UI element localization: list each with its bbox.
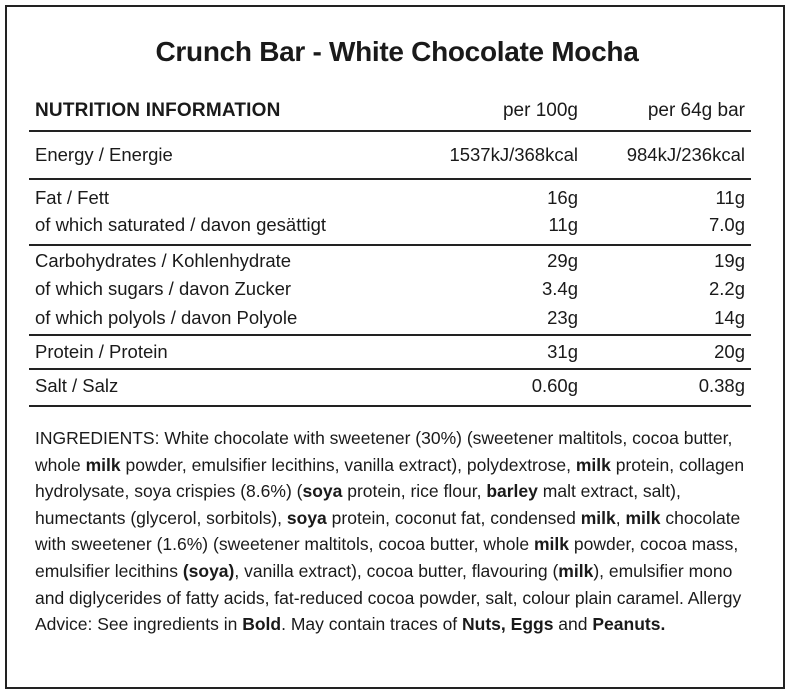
ingredient-allergen: milk bbox=[580, 507, 616, 528]
ingredient-allergen: Bold bbox=[242, 614, 282, 635]
nutrient-name: Salt / Salz bbox=[35, 375, 119, 396]
table-row bbox=[35, 185, 745, 211]
ingredient-text: . May contain traces of bbox=[281, 614, 463, 635]
nutrient-name: Carbohydrates / Kohlenhydrate bbox=[35, 250, 292, 271]
ingredient-allergen: milk bbox=[625, 507, 661, 528]
table-divider bbox=[29, 130, 751, 132]
nutrient-name: of which sugars / davon Zucker bbox=[35, 278, 292, 299]
table-row bbox=[35, 142, 745, 168]
table-row bbox=[35, 373, 745, 399]
nutrient-per100: 11g bbox=[548, 214, 578, 235]
nutrient-per100: 1537kJ/368kcal bbox=[449, 144, 578, 165]
ingredients-text bbox=[35, 425, 751, 638]
ingredient-allergen: barley bbox=[486, 481, 538, 502]
nutrient-per100: 16g bbox=[547, 187, 578, 208]
ingredient-text: protein, collagen hydrolysate, soya crispies (8.6%) ( bbox=[35, 454, 745, 502]
ingredient-text: protein, coconut fat, condensed bbox=[326, 507, 581, 528]
nutrient-name: Fat / Fett bbox=[35, 187, 110, 208]
nutrient-perbar: 7.0g bbox=[708, 214, 745, 235]
ingredient-text: ), emulsifier mono and diglycerides of fatty acids, fat-reduced cocoa powder, salt, colour plain caramel. Allergy Advice: See ingredients in bbox=[35, 560, 742, 635]
table-bottom-rule bbox=[29, 405, 751, 407]
ingredient-allergen: milk bbox=[85, 454, 121, 475]
nutrient-name: of which polyols / davon Polyole bbox=[35, 307, 298, 328]
nutrient-name: of which saturated / davon gesättigt bbox=[35, 214, 327, 235]
ingredient-text: malt extract, salt), humectants (glycerol, sorbitols), bbox=[35, 481, 681, 528]
ingredient-allergen: milk bbox=[575, 454, 611, 475]
table-divider bbox=[29, 334, 751, 336]
table-divider bbox=[29, 244, 751, 246]
ingredient-text: powder, emulsifier lecithins, vanilla extract), polydextrose, bbox=[120, 454, 576, 475]
nutrient-perbar: 984kJ/236kcal bbox=[626, 144, 745, 165]
ingredient-text: powder, cocoa mass, emulsifier lecithins bbox=[35, 534, 739, 581]
nutrient-per100: 23g bbox=[547, 307, 578, 328]
table-divider bbox=[29, 368, 751, 370]
ingredient-allergen: soya bbox=[302, 481, 343, 502]
nutrient-perbar: 2.2g bbox=[708, 278, 745, 299]
table-row bbox=[35, 305, 745, 331]
nutrient-perbar: 19g bbox=[714, 250, 745, 271]
ingredient-allergen: milk bbox=[533, 534, 570, 555]
ingredient-text: and bbox=[553, 614, 593, 635]
nutrient-perbar: 0.38g bbox=[698, 375, 745, 396]
nutrient-per100: 29g bbox=[547, 250, 578, 271]
nutrient-per100: 3.4g bbox=[541, 278, 578, 299]
ingredient-allergen: Nuts, Eggs bbox=[462, 614, 554, 635]
ingredient-text: protein, rice flour, bbox=[342, 481, 487, 502]
table-row bbox=[35, 339, 745, 365]
table-row bbox=[35, 212, 745, 238]
nutrient-per100: 31g bbox=[547, 341, 578, 362]
ingredient-text: , vanilla extract), cocoa butter, flavouring ( bbox=[234, 560, 559, 581]
product-title: Crunch Bar - White Chocolate Mocha bbox=[155, 36, 639, 67]
nutrient-name: Protein / Protein bbox=[35, 341, 168, 362]
nutrient-name: Energy / Energie bbox=[35, 144, 173, 165]
ingredient-text: INGREDIENTS: White chocolate with sweetener (30%) (sweetener maltitols, cocoa butter, whole bbox=[35, 428, 733, 475]
table-header-row bbox=[35, 98, 745, 124]
table-row bbox=[35, 248, 745, 274]
table-row bbox=[35, 276, 745, 302]
ingredient-allergen: Peanuts. bbox=[592, 614, 666, 635]
nutrient-per100: 0.60g bbox=[531, 375, 578, 396]
ingredient-allergen: (soya) bbox=[182, 560, 235, 581]
nutrient-perbar: 11g bbox=[715, 187, 745, 208]
table-divider bbox=[29, 178, 751, 180]
nutrient-perbar: 14g bbox=[714, 307, 745, 328]
nutrient-perbar: 20g bbox=[714, 341, 745, 362]
table-header-label: NUTRITION INFORMATION bbox=[35, 100, 281, 121]
ingredient-allergen: milk bbox=[558, 560, 594, 581]
ingredient-text: chocolate with sweetener (1.6%) (sweetener maltitols, cocoa butter, whole bbox=[35, 507, 741, 555]
table-header-perbar: per 64g bar bbox=[647, 100, 745, 121]
ingredient-allergen: soya bbox=[286, 507, 327, 528]
ingredient-text: , bbox=[615, 507, 626, 528]
table-header-per100: per 100g bbox=[502, 100, 578, 121]
